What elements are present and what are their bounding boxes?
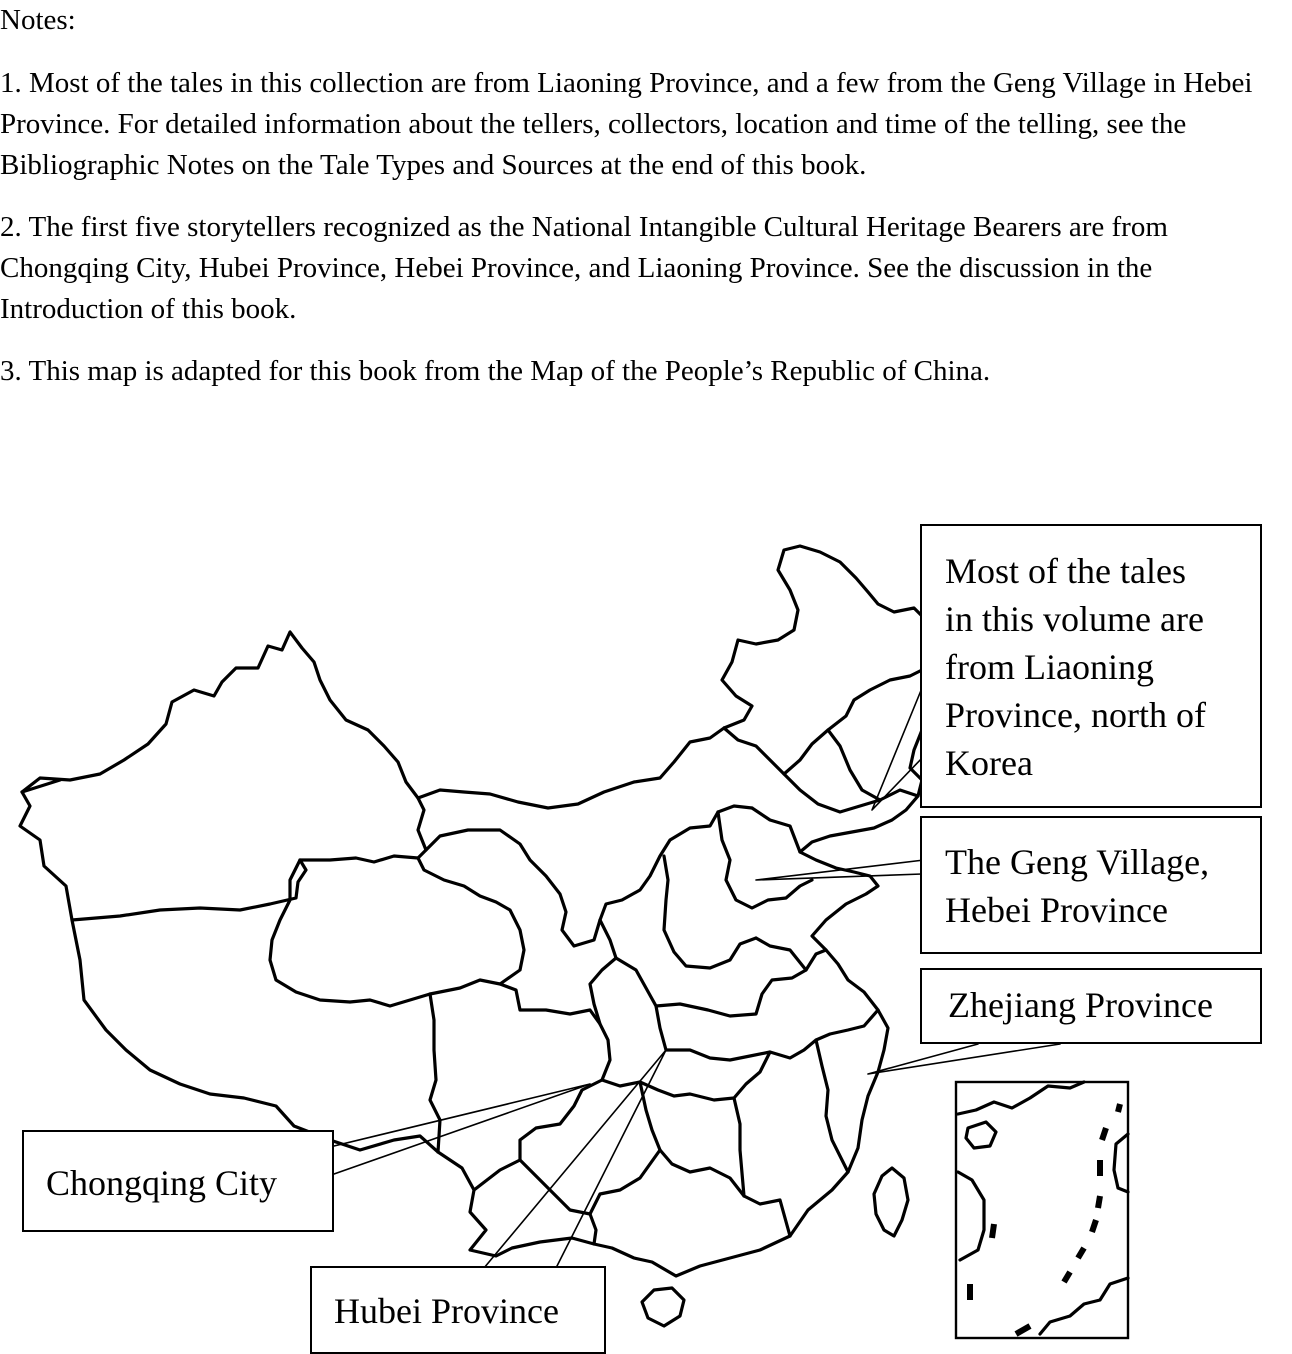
callout-geng-line-1: The Geng Village, [945, 842, 1210, 882]
callout-liaoning-line-1: Most of the tales [945, 551, 1186, 591]
border [734, 1098, 744, 1196]
island-inset [966, 1122, 996, 1148]
note-3: 3. This map is adapted for this book from the Map of the People’s Republic of China. [0, 355, 991, 387]
callout-geng-village [920, 816, 1262, 954]
border [520, 1150, 660, 1214]
border [666, 1010, 878, 1060]
island-hainan [642, 1288, 684, 1326]
pointer-geng [756, 860, 924, 880]
pointer-zhejiang [868, 1044, 1060, 1074]
island-taiwan [874, 1168, 908, 1236]
callout-liaoning-line-2: in this volume are [945, 599, 1204, 639]
border [430, 994, 440, 1152]
callout-liaoning-line-5: Korea [945, 743, 1033, 783]
callout-chongqing [22, 1130, 334, 1232]
border [816, 1040, 848, 1172]
border [270, 858, 524, 1006]
border [602, 1052, 770, 1100]
border [828, 730, 880, 800]
border [300, 798, 426, 862]
inset-box [956, 1082, 1128, 1338]
callout-zhejiang [920, 968, 1262, 1044]
note-2: 2. The first five storytellers recognized as the National Intangible Cultural Heritage Bearers are from Chongqing City, Hubei Province, Hebei Province, and Liaoning Province. See the discussion in the Introduction of this book. [0, 211, 1168, 325]
callout-liaoning [920, 524, 1262, 808]
border [474, 984, 610, 1190]
border [718, 812, 812, 908]
border [72, 860, 306, 920]
border [616, 958, 666, 1050]
inset-coast [958, 1082, 1084, 1114]
inset-coast [1114, 1134, 1128, 1192]
callout-liaoning-line-3: from Liaoning [945, 647, 1154, 687]
callout-hubei [310, 1266, 606, 1354]
border [590, 1214, 596, 1244]
inset-coast [1040, 1278, 1128, 1334]
callout-chongqing-label: Chongqing City [46, 1163, 278, 1203]
pointer-hubei [484, 1050, 666, 1268]
border [426, 806, 752, 946]
callout-liaoning-line-4: Province, north of [945, 695, 1206, 735]
border [784, 670, 922, 774]
callout-geng-line-2: Hebei Province [945, 890, 1168, 930]
border [752, 808, 800, 852]
note-1: 1. Most of the tales in this collection are from Liaoning Province, and a few from the Geng Village in Hebei Province. For detailed information about the tellers, collectors, location and time of the telling, see the Bibliographic Notes on the Tale Types and Sources at the end of this book. [0, 67, 1253, 181]
border [664, 856, 756, 968]
notes-heading: Notes: [0, 4, 76, 36]
inset-coast [958, 1172, 984, 1260]
pointer-chongqing [334, 1084, 590, 1174]
callout-hubei-label: Hubei Province [334, 1291, 559, 1331]
border [640, 1082, 790, 1236]
callout-zhejiang-label: Zhejiang Province [948, 985, 1213, 1025]
border [756, 938, 806, 970]
